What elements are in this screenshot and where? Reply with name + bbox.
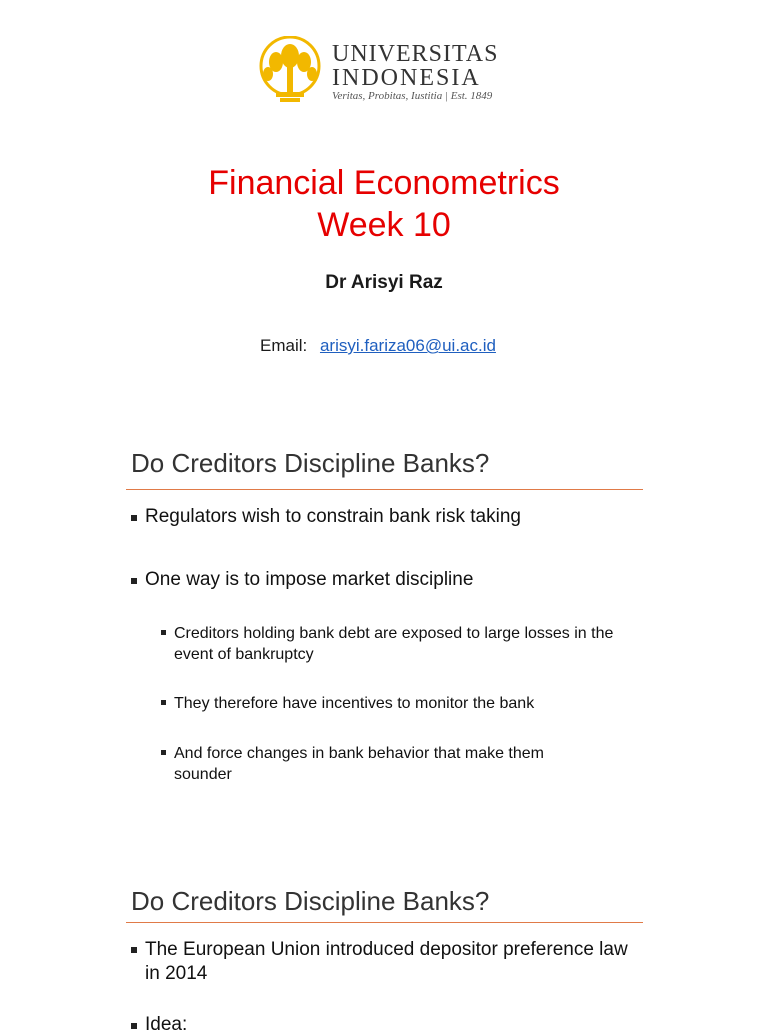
bullet-item: Idea:: [145, 1014, 187, 1036]
bullet-item: One way is to impose market discipline: [145, 569, 473, 591]
content-slide-1: [0, 432, 768, 842]
bullet-item: Regulators wish to constrain bank risk taking: [145, 506, 521, 528]
slide-title-line2: Week 10: [317, 206, 451, 244]
content-slide-2: [0, 862, 768, 1035]
title-slide: [0, 0, 768, 420]
bullet-square-icon: [131, 578, 137, 584]
author-name: Dr Arisyi Raz: [325, 272, 443, 293]
slide-heading: Do Creditors Discipline Banks?: [131, 448, 490, 478]
heading-divider: [126, 922, 643, 923]
bullet-item: The European Union introduced depositor preference law in 2014: [145, 938, 645, 986]
email-row: [260, 336, 496, 356]
university-motto: Veritas, Probitas, Iustitia | Est. 1849: [332, 90, 493, 102]
sub-bullet-item: They therefore have incentives to monitor the bank: [174, 693, 644, 714]
bullet-square-icon: [161, 750, 166, 755]
slide-title-line1: Financial Econometrics: [208, 164, 560, 202]
bullet-square-icon: [161, 630, 166, 635]
sub-bullet-item: And force changes in bank behavior that make them sounder: [174, 743, 594, 785]
email-link[interactable]: arisyi.fariza06@ui.ac.id: [319, 336, 496, 355]
university-logo-icon: [258, 36, 322, 104]
university-name-line2: INDONESIA: [332, 65, 481, 91]
email-label: Email:: [260, 336, 308, 355]
bullet-square-icon: [131, 947, 137, 953]
heading-divider: [126, 489, 643, 490]
university-name-line1: UNIVERSITAS: [332, 41, 499, 67]
sub-bullet-item: Creditors holding bank debt are exposed to large losses in the event of bankruptcy: [174, 623, 644, 665]
bullet-square-icon: [161, 700, 166, 705]
slide-heading: Do Creditors Discipline Banks?: [131, 886, 490, 916]
bullet-square-icon: [131, 515, 137, 521]
